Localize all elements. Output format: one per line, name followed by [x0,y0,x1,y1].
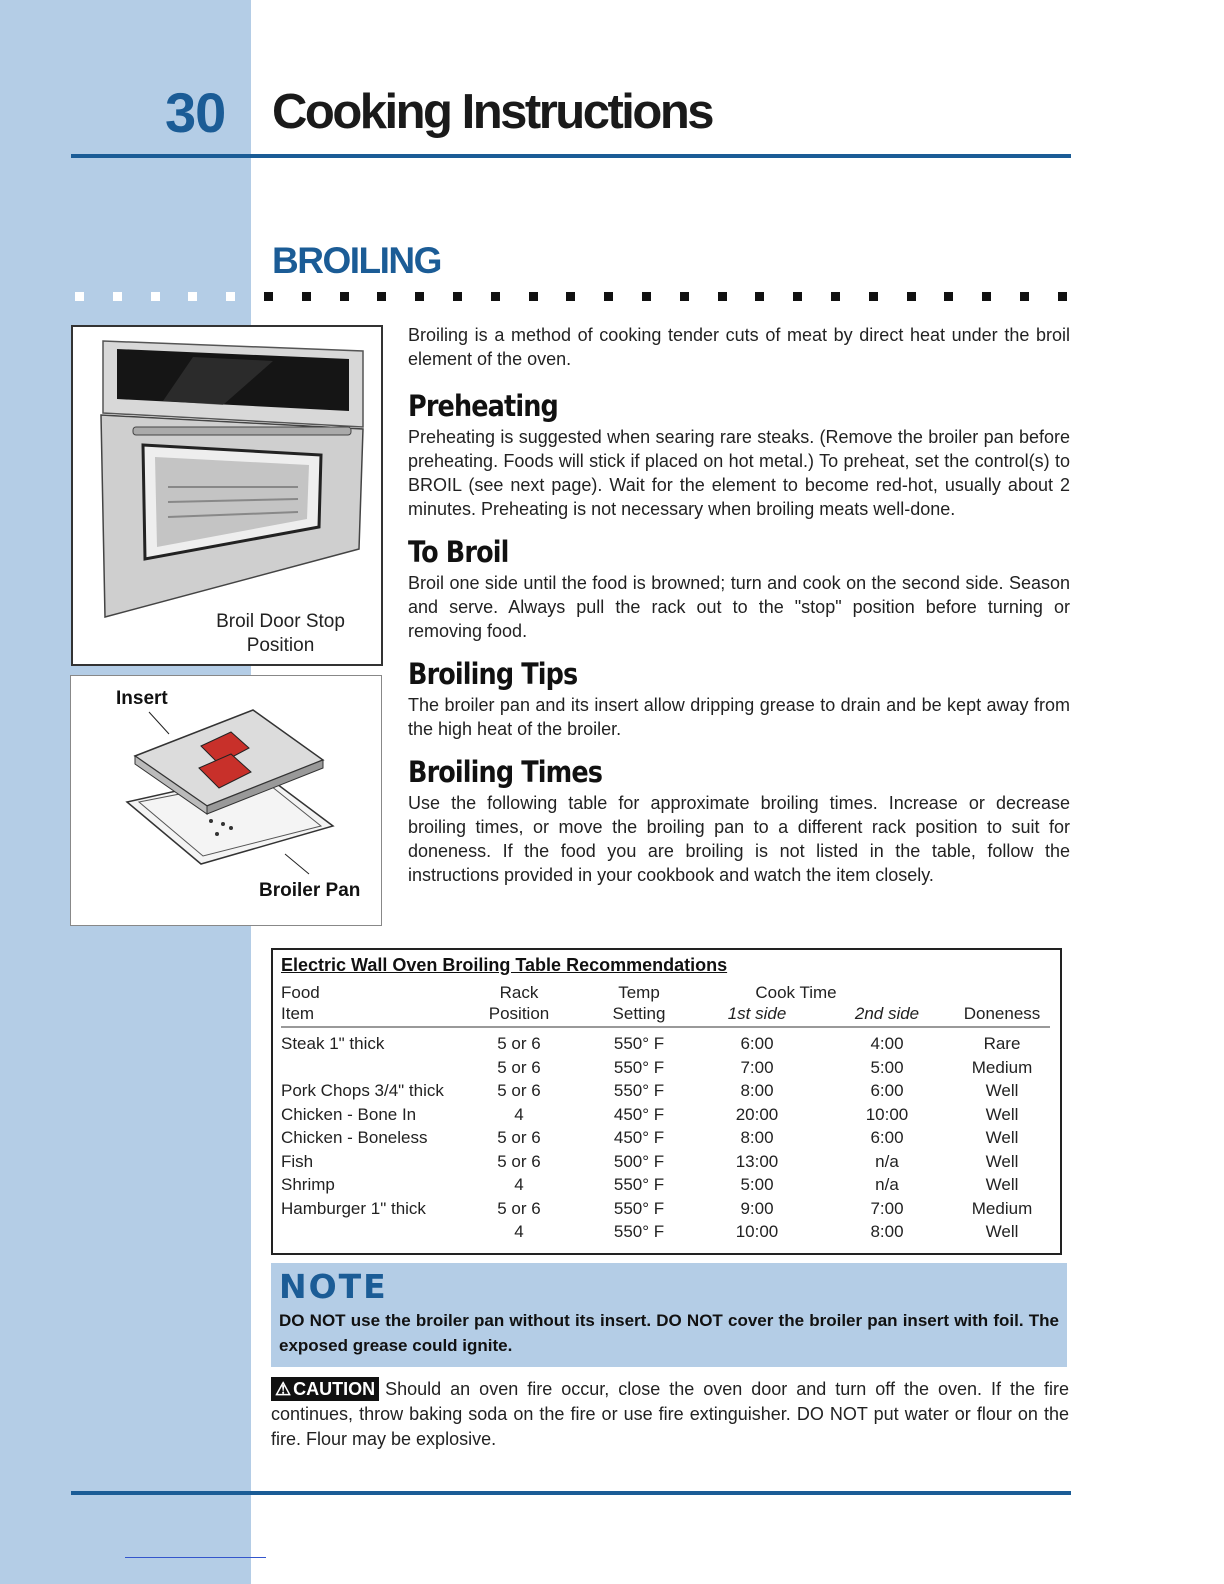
divider-dot [1020,292,1029,301]
to-broil-paragraph: Broil one side until the food is browned; turn and cook on the second side. Season and serve. Always pull the rack out to the "stop" position before turning or removing food. [408,573,1070,641]
table-row [281,1126,1050,1150]
cell-second: n/a [875,1151,899,1171]
cell-first: 8:00 [740,1081,774,1100]
cell-first: 10:00 [735,1222,779,1241]
broiler-pan-figure [70,675,382,926]
table-header [281,982,1050,1028]
cell-first: 7:00 [740,1057,774,1077]
table-row [281,1197,1050,1221]
divider-dot [944,292,953,301]
divider-dot [680,292,689,301]
cell-second: n/a [875,1175,899,1194]
divider-dot [718,292,727,301]
cell-rack: 4 [514,1175,524,1194]
cell-temp: 550° F [613,1081,665,1100]
table-row [281,1150,1050,1174]
header-food-1: Food [281,983,320,1002]
cell-first: 9:00 [740,1198,774,1218]
oven-caption-line2: Position [246,635,315,656]
cell-food: Hamburger 1" thick [281,1198,426,1218]
divider-dot [226,292,235,301]
divider-dot [1058,292,1067,301]
cell-temp: 550° F [613,1034,665,1053]
table-row [281,1032,1050,1056]
preheating-paragraph: Preheating is suggested when searing rare steaks. (Remove the broiler pan before preheating. Foods will stick if placed on hot metal.) To preheat, set the control(s) to BROIL (see next page). Wait for the element to become red-hot, usually about 2 minutes. Preheating is not necessary when broiling meats well-done. [408,427,1070,519]
caution-badge [271,1377,379,1401]
cell-doneness: Well [985,1175,1019,1194]
table-row [281,1173,1050,1197]
cell-food: Chicken - Boneless [281,1128,428,1147]
divider-dot [566,292,575,301]
section-title: BROILING [272,240,441,281]
divider-dot [491,292,500,301]
cell-second: 10:00 [865,1104,909,1124]
broiling-tips-heading: Broiling Tips [408,657,578,691]
broiling-tips-paragraph: The broiler pan and its insert allow dripping grease to drain and be kept away from the high heat of the broiler. [408,695,1070,739]
broiling-table [271,948,1062,1255]
cell-rack: 5 or 6 [497,1034,541,1053]
cell-food: Fish [281,1151,314,1171]
cell-first: 13:00 [735,1151,779,1171]
header-temp-1: Temp [618,983,660,1002]
header-doneness: Doneness [963,1004,1041,1023]
cell-food: Shrimp [281,1175,335,1194]
divider-dot [831,292,840,301]
cell-rack: 5 or 6 [497,1128,541,1147]
note-title: NOTE [279,1267,388,1306]
divider-dot [264,292,273,301]
cell-first: 20:00 [735,1104,779,1124]
broiling-times-paragraph: Use the following table for approximate broiling times. Increase or decrease broiling times, or move the broiling pan to a different rack position to suit for doneness. If the food you are broiling is not listed in the table, follow the instructions provided in your cookbook and watch the item closely. [408,793,1070,885]
divider-dot [113,292,122,301]
cell-doneness: Well [985,1104,1019,1124]
cell-doneness: Well [985,1151,1019,1171]
cell-rack: 4 [514,1104,524,1124]
cell-first: 8:00 [740,1128,774,1147]
header-temp-2: Setting [612,1004,666,1023]
divider-dot [75,292,84,301]
text-column [408,323,1070,887]
divider-dot [604,292,613,301]
divider-dot [529,292,538,301]
cell-temp: 450° F [613,1104,665,1124]
divider-dot [642,292,651,301]
divider-dot [869,292,878,301]
caution-paragraph [271,1377,1069,1452]
cell-rack: 5 or 6 [497,1198,541,1218]
header-rule [71,154,1071,158]
divider-dot [340,292,349,301]
cell-rack: 5 or 6 [497,1057,541,1077]
cell-doneness: Medium [971,1057,1033,1077]
table-row [281,1103,1050,1127]
cell-food: Pork Chops 3/4" thick [281,1081,444,1100]
cell-temp: 550° F [613,1175,665,1194]
page-title: Cooking Instructions [272,85,712,139]
divider-dot [793,292,802,301]
oven-illustration [73,327,381,627]
table-row [281,1056,1050,1080]
divider-dot [982,292,991,301]
caution-text: Should an oven fire occur, close the oven door and turn off the oven. If the fire continues, throw baking soda on the fire or use fire extinguisher. DO NOT put water or flour on the fire. Flour may be explosive. [271,1379,1069,1449]
cell-doneness: Well [985,1222,1019,1241]
divider-dot [377,292,386,301]
cell-temp: 500° F [613,1151,665,1171]
table-title: Electric Wall Oven Broiling Table Recommendations [281,955,728,975]
cell-food: Chicken - Bone In [281,1104,417,1124]
cell-second: 5:00 [870,1057,904,1077]
divider-dot [151,292,160,301]
divider-dot [907,292,916,301]
table-row [281,1220,1050,1244]
page-number: 30 [165,81,226,144]
to-broil-heading: To Broil [408,535,509,569]
divider-dot [188,292,197,301]
cell-temp: 550° F [613,1198,665,1218]
oven-figure [71,325,383,666]
cell-second: 8:00 [870,1222,904,1241]
warning-triangle-icon: ⚠ [275,1379,292,1399]
table-body [281,1028,1050,1244]
insert-label: Insert [116,688,168,709]
preheating-heading: Preheating [408,389,558,423]
cell-doneness: Rare [983,1034,1021,1053]
broiler-pan-label: Broiler Pan [259,880,361,901]
header-food-2: Item [281,1004,315,1023]
cell-temp: 450° F [613,1128,665,1147]
header-rack-2: Position [488,1004,550,1023]
cell-second: 7:00 [870,1198,904,1218]
header-cook-time: Cook Time [755,983,837,1002]
note-text: DO NOT use the broiler pan without its insert. DO NOT cover the broiler pan insert with foil. The exposed grease could ignite. [279,1311,1059,1355]
cell-rack: 5 or 6 [497,1081,541,1100]
cell-temp: 550° F [613,1222,665,1241]
dotted-divider [72,292,1072,304]
intro-paragraph: Broiling is a method of cooking tender cuts of meat by direct heat under the broil element of the oven. [408,325,1070,369]
footer-rule [71,1491,1071,1495]
oven-caption-line1: Broil Door Stop [216,611,345,632]
header-rack-1: Rack [499,983,539,1002]
cell-temp: 550° F [613,1057,665,1077]
cell-doneness: Medium [971,1198,1033,1218]
note-box [271,1263,1067,1367]
cell-first: 5:00 [740,1175,774,1194]
cell-second: 6:00 [870,1081,904,1100]
header-second-side: 2nd side [854,1004,920,1023]
cell-doneness: Well [985,1081,1019,1100]
divider-dot [453,292,462,301]
table-row [281,1079,1050,1103]
cell-first: 6:00 [740,1034,774,1053]
cell-food: Steak 1" thick [281,1034,385,1053]
divider-dot [302,292,311,301]
cell-rack: 4 [514,1222,524,1241]
cell-doneness: Well [985,1128,1019,1147]
cell-rack: 5 or 6 [497,1151,541,1171]
broiling-times-heading: Broiling Times [408,755,603,789]
divider-dot [755,292,764,301]
cell-second: 4:00 [870,1034,904,1053]
divider-dot [415,292,424,301]
caution-badge-label: CAUTION [293,1379,376,1399]
footer-link-underline [125,1557,266,1558]
header-first-side: 1st side [727,1004,787,1023]
cell-second: 6:00 [870,1128,904,1147]
